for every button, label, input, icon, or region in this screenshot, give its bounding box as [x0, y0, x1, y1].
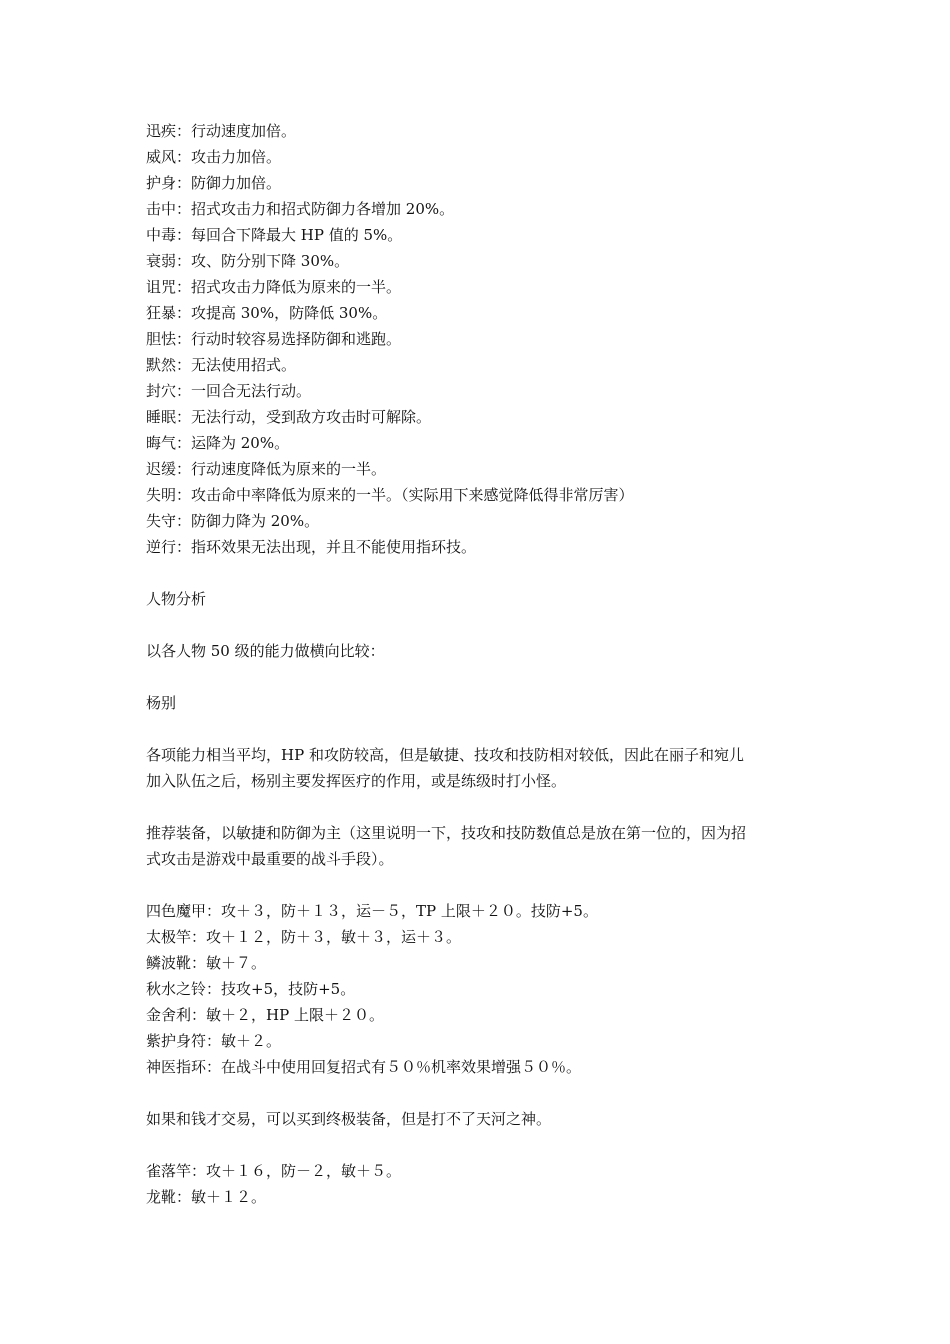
equipment-item: 金舍利：敏＋２，HP 上限＋２０。 [146, 1006, 384, 1024]
status-effect-item: 晦气：运降为 20%。 [146, 434, 290, 452]
status-effect-item: 迟缓：行动速度降低为原来的一半。 [146, 460, 387, 478]
character-desc-line: 各项能力相当平均，HP 和攻防较高，但是敏捷、技攻和技防相对较低，因此在丽子和宛儿 [146, 746, 744, 764]
spacer [146, 716, 826, 742]
equipment-list [146, 898, 826, 1080]
recommend-line: 推荐装备，以敏捷和防御为主（这里说明一下，技攻和技防数值总是放在第一位的，因为招 [146, 824, 747, 842]
character-desc-line: 加入队伍之后，杨别主要发挥医疗的作用，或是练级时打小怪。 [146, 772, 567, 790]
status-effect-item: 默然：无法使用招式。 [146, 356, 297, 374]
status-effect-item: 护身：防御力加倍。 [146, 174, 282, 192]
equipment-item: 四色魔甲：攻＋３，防＋１３，运－５，TP 上限＋２０。技防+5。 [146, 902, 598, 920]
status-effect-item: 迅疾：行动速度加倍。 [146, 122, 297, 140]
status-effect-item: 诅咒：招式攻击力降低为原来的一半。 [146, 278, 402, 296]
equipment-item: 雀落竿：攻＋１６，防－２，敏＋５。 [146, 1162, 402, 1180]
status-effect-item: 逆行：指环效果无法出现，并且不能使用指环技。 [146, 538, 477, 556]
spacer [146, 560, 826, 586]
status-effect-item: 狂暴：攻提高 30%，防降低 30%。 [146, 304, 388, 322]
spacer [146, 664, 826, 690]
status-effect-item: 失守：防御力降为 20%。 [146, 512, 320, 530]
equipment-item: 鳞波靴：敏＋７。 [146, 954, 267, 972]
recommendation-paragraph [146, 820, 826, 872]
status-effect-item: 封穴：一回合无法行动。 [146, 382, 312, 400]
spacer [146, 872, 826, 898]
status-effect-item: 衰弱：攻、防分别下降 30%。 [146, 252, 350, 270]
equipment-item: 神医指环：在战斗中使用回复招式有５０％机率效果增强５０％。 [146, 1058, 582, 1076]
intro-text: 以各人物 50 级的能力做横向比较： [146, 642, 385, 660]
ultimate-equipment-list [146, 1158, 826, 1210]
document-page [146, 118, 826, 1210]
spacer [146, 794, 826, 820]
spacer [146, 1132, 826, 1158]
status-effects-list [146, 118, 826, 560]
status-effect-item: 中毒：每回合下降最大 HP 值的 5%。 [146, 226, 403, 244]
character-name: 杨别 [146, 694, 177, 712]
status-effect-item: 失明：攻击命中率降低为原来的一半。（实际用下来感觉降低得非常厉害） [146, 486, 634, 504]
spacer [146, 612, 826, 638]
spacer [146, 1080, 826, 1106]
equipment-item: 太极竿：攻＋１２，防＋３，敏＋３，运＋３。 [146, 928, 462, 946]
equipment-item: 龙靴：敏＋１２。 [146, 1188, 267, 1206]
character-description [146, 742, 826, 794]
recommend-line: 式攻击是游戏中最重要的战斗手段）。 [146, 850, 394, 868]
equipment-item: 秋水之铃：技攻+5，技防+5。 [146, 980, 356, 998]
status-effect-item: 胆怯：行动时较容易选择防御和逃跑。 [146, 330, 402, 348]
status-effect-item: 威风：攻击力加倍。 [146, 148, 282, 166]
status-effect-item: 睡眠：无法行动，受到敌方攻击时可解除。 [146, 408, 432, 426]
trade-note: 如果和钱才交易，可以买到终极装备，但是打不了天河之神。 [146, 1110, 552, 1128]
section-title: 人物分析 [146, 590, 207, 608]
equipment-item: 紫护身符：敏＋２。 [146, 1032, 282, 1050]
status-effect-item: 击中：招式攻击力和招式防御力各增加 20%。 [146, 200, 455, 218]
